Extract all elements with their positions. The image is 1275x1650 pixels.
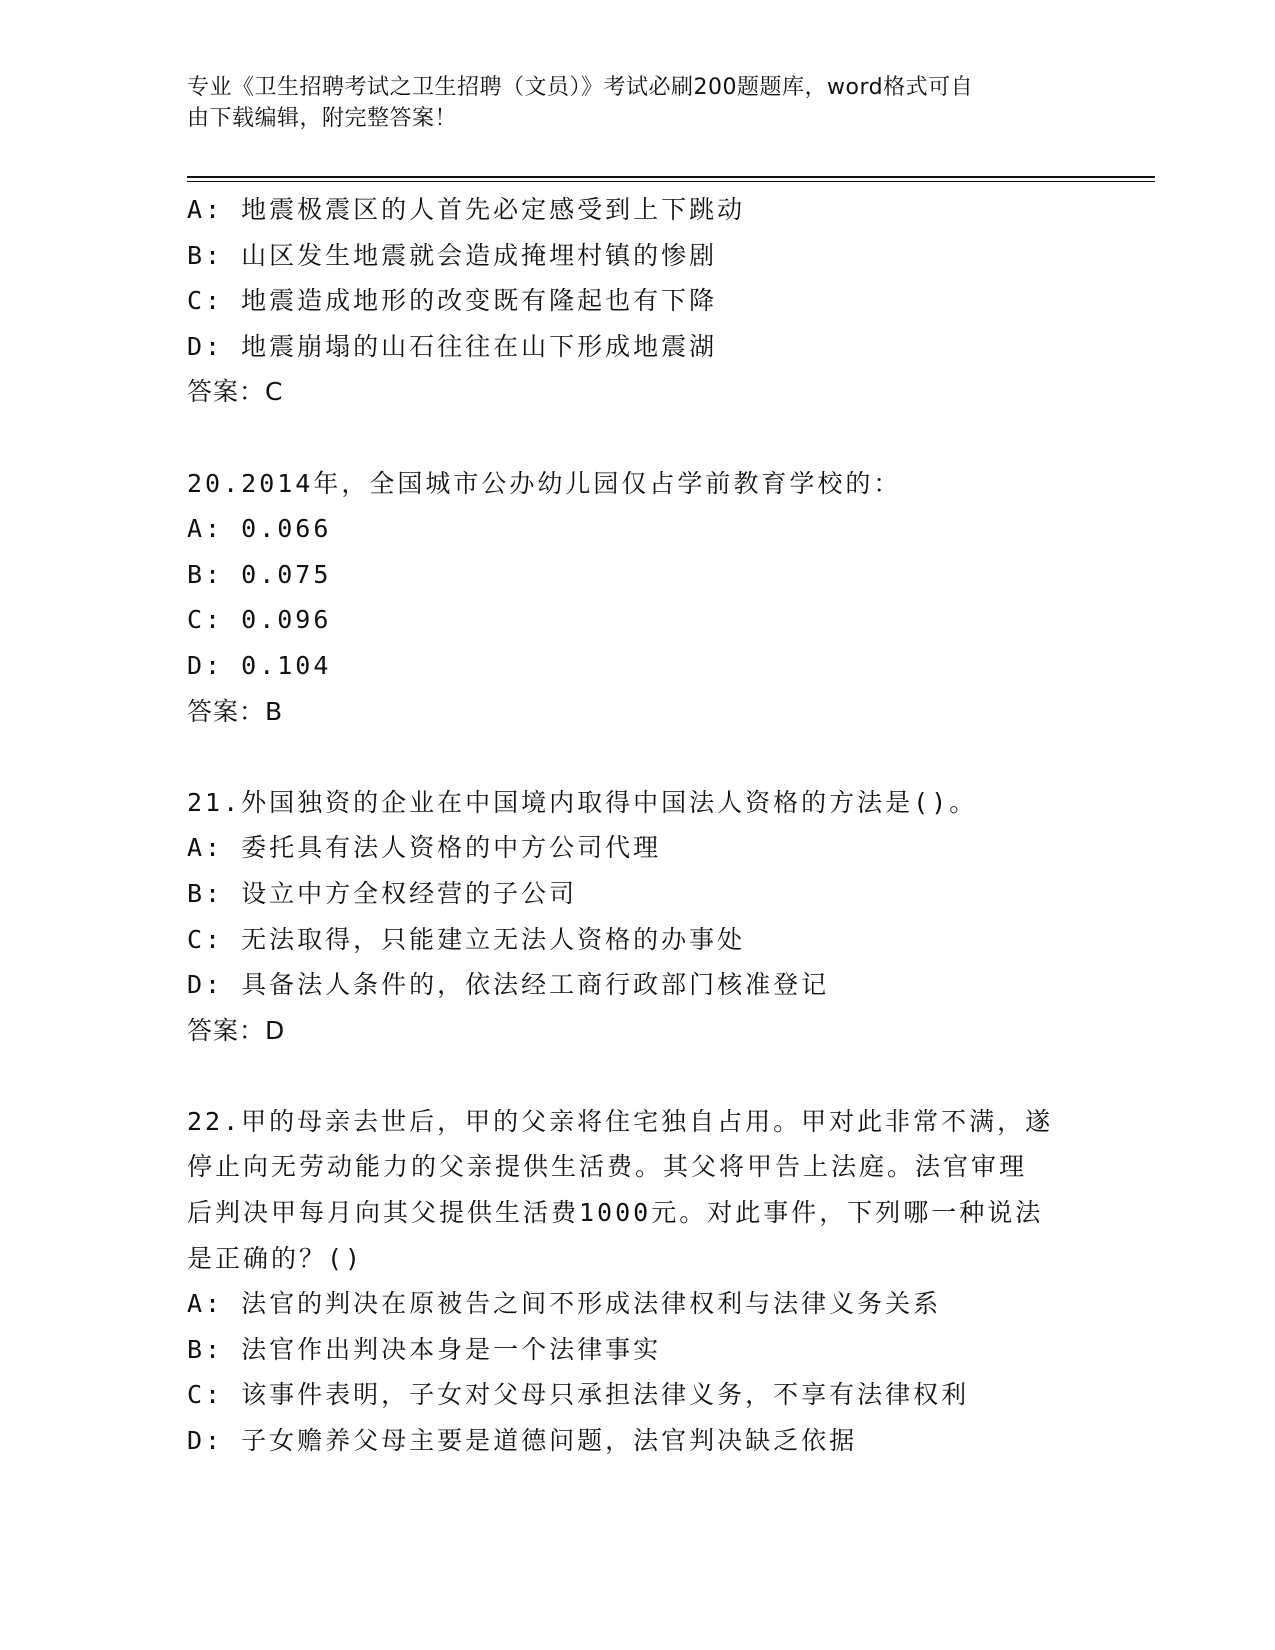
question-21 — [187, 780, 1087, 1054]
option-d: D: 具备法人条件的，依法经工商行政部门核准登记 — [187, 970, 830, 1000]
option-b: B: 法官作出判决本身是一个法律事实 — [187, 1334, 662, 1364]
question-stem-line-4: 是正确的？() — [187, 1243, 364, 1273]
option-a: A: 地震极震区的人首先必定感受到上下跳动 — [187, 195, 746, 224]
question-list — [187, 187, 1087, 1464]
spacer — [187, 1053, 1087, 1099]
header-divider-thin — [187, 181, 1155, 182]
option-c: C: 无法取得，只能建立无法人资格的办事处 — [187, 924, 746, 954]
header-divider-thick — [187, 176, 1155, 178]
option-a: A: 0.066 — [187, 514, 332, 544]
question-stem-line-3: 后判决甲每月向其父提供生活费1000元。对此事件，下列哪一种说法 — [187, 1198, 1044, 1228]
spacer — [187, 734, 1087, 780]
header-line-1: 专业《卫生招聘考试之卫生招聘（文员）》考试必刷200题题库，word格式可自 — [187, 75, 974, 100]
answer: 答案：D — [187, 1015, 286, 1045]
header-line-2: 由下载编辑，附完整答案！ — [187, 106, 458, 131]
answer: 答案：B — [187, 696, 284, 726]
document-header — [187, 72, 1067, 134]
option-d: D: 地震崩塌的山石往往在山下形成地震湖 — [187, 331, 718, 361]
question-19 — [187, 187, 1087, 415]
question-stem-line-1: 22.甲的母亲去世后，甲的父亲将住宅独自占用。甲对此非常不满，遂 — [187, 1106, 1054, 1136]
option-c: C: 地震造成地形的改变既有隆起也有下降 — [187, 286, 718, 316]
answer: 答案：C — [187, 377, 284, 407]
option-c: C: 0.096 — [187, 605, 332, 635]
option-d: D: 子女赡养父母主要是道德问题，法官判决缺乏依据 — [187, 1426, 858, 1456]
spacer — [187, 415, 1087, 461]
option-a: A: 法官的判决在原被告之间不形成法律权利与法律义务关系 — [187, 1289, 942, 1319]
option-b: B: 设立中方全权经营的子公司 — [187, 878, 578, 908]
question-20 — [187, 461, 1087, 735]
option-b: B: 山区发生地震就会造成掩埋村镇的惨剧 — [187, 240, 718, 270]
question-stem-line-2: 停止向无劳动能力的父亲提供生活费。其父将甲告上法庭。法官审理 — [187, 1152, 1028, 1182]
question-stem: 20.2014年，全国城市公办幼儿园仅占学前教育学校的： — [187, 468, 902, 498]
option-b: B: 0.075 — [187, 559, 332, 589]
question-22 — [187, 1099, 1087, 1464]
option-c: C: 该事件表明，子女对父母只承担法律义务，不享有法律权利 — [187, 1380, 970, 1410]
option-d: D: 0.104 — [187, 650, 332, 680]
question-stem: 21.外国独资的企业在中国境内取得中国法人资格的方法是()。 — [187, 787, 978, 817]
option-a: A: 委托具有法人资格的中方公司代理 — [187, 833, 662, 863]
